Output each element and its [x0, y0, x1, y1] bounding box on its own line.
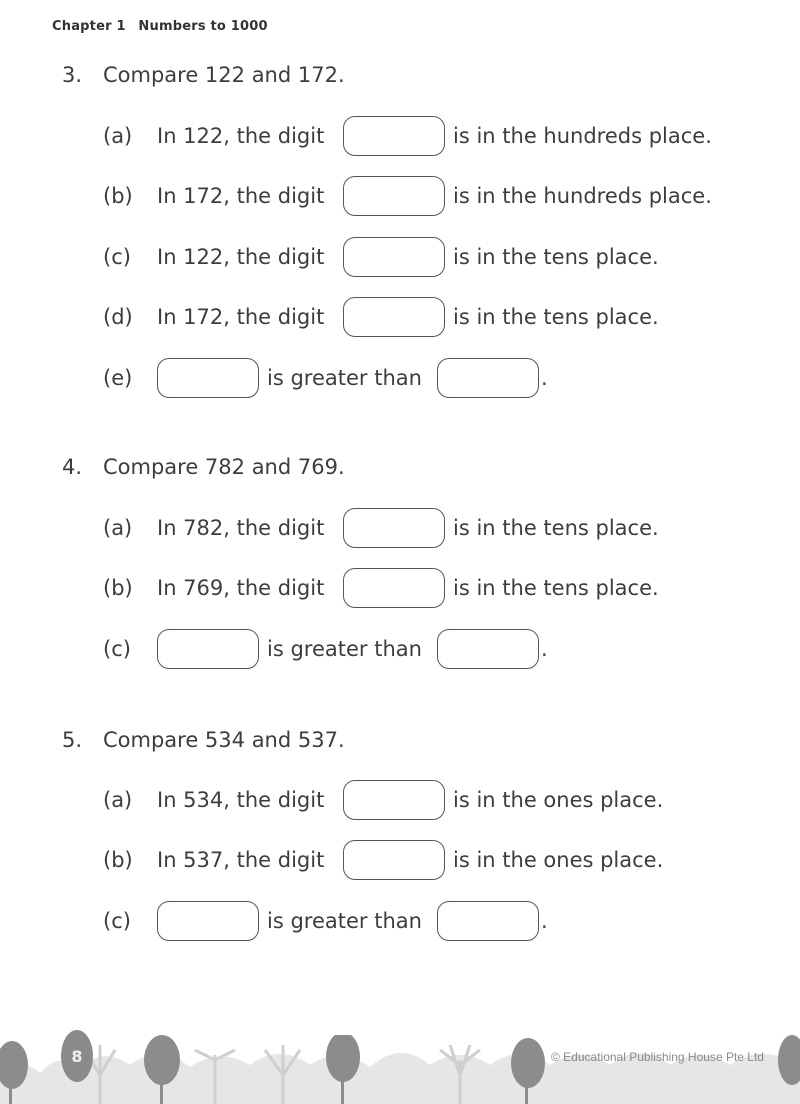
part-text-middle: is greater than	[267, 366, 422, 390]
answer-box-smaller[interactable]	[437, 901, 539, 941]
question-number: 5.	[62, 728, 83, 752]
part-text-after: is in the hundreds place.	[453, 184, 712, 208]
part-label: (b)	[103, 848, 133, 872]
question-part	[0, 567, 800, 609]
answer-box[interactable]	[343, 116, 445, 156]
part-label: (e)	[103, 366, 133, 390]
part-text-before: In 769, the digit	[157, 576, 325, 600]
part-text-before: In 172, the digit	[157, 305, 325, 329]
chapter-header	[52, 19, 276, 34]
answer-box[interactable]	[343, 508, 445, 548]
answer-box-greater[interactable]	[157, 629, 259, 669]
part-label: (c)	[103, 245, 131, 269]
question-number: 3.	[62, 63, 83, 87]
question-part	[0, 175, 800, 217]
copyright: © Educational Publishing House Pte Ltd	[551, 1050, 764, 1064]
chapter-number: Chapter 1	[52, 19, 126, 34]
part-label: (b)	[103, 576, 133, 600]
part-label: (c)	[103, 637, 131, 661]
answer-box-smaller[interactable]	[437, 629, 539, 669]
answer-box-greater[interactable]	[157, 901, 259, 941]
question-part	[0, 900, 800, 942]
part-text-end: .	[541, 366, 548, 390]
question-text: Compare 122 and 172.	[103, 63, 345, 87]
part-label: (c)	[103, 909, 131, 933]
answer-box[interactable]	[343, 840, 445, 880]
answer-box[interactable]	[343, 780, 445, 820]
part-label: (b)	[103, 184, 133, 208]
part-text-after: is in the hundreds place.	[453, 124, 712, 148]
part-text-before: In 122, the digit	[157, 245, 325, 269]
part-text-before: In 782, the digit	[157, 516, 325, 540]
answer-box[interactable]	[343, 237, 445, 277]
part-text-end: .	[541, 909, 548, 933]
part-text-before: In 122, the digit	[157, 124, 325, 148]
chapter-title: Numbers to 1000	[138, 19, 268, 34]
part-label: (a)	[103, 516, 133, 540]
question-part	[0, 507, 800, 549]
footer-trees-decoration	[0, 1035, 800, 1104]
question-text: Compare 534 and 537.	[103, 728, 345, 752]
answer-box[interactable]	[343, 297, 445, 337]
answer-box-greater[interactable]	[157, 358, 259, 398]
part-text-after: is in the ones place.	[453, 788, 664, 812]
part-text-before: In 537, the digit	[157, 848, 325, 872]
part-label: (d)	[103, 305, 133, 329]
part-text-after: is in the tens place.	[453, 576, 659, 600]
part-text-middle: is greater than	[267, 637, 422, 661]
part-text-after: is in the ones place.	[453, 848, 664, 872]
question-part	[0, 779, 800, 821]
part-text-middle: is greater than	[267, 909, 422, 933]
part-text-end: .	[541, 637, 548, 661]
question-number: 4.	[62, 455, 83, 479]
part-label: (a)	[103, 124, 133, 148]
answer-box[interactable]	[343, 176, 445, 216]
part-text-before: In 534, the digit	[157, 788, 325, 812]
part-text-after: is in the tens place.	[453, 245, 659, 269]
question-part	[0, 236, 800, 278]
question-part	[0, 839, 800, 881]
part-label: (a)	[103, 788, 133, 812]
page-number: 8	[61, 1030, 93, 1082]
part-text-after: is in the tens place.	[453, 516, 659, 540]
question-text: Compare 782 and 769.	[103, 455, 345, 479]
part-text-before: In 172, the digit	[157, 184, 325, 208]
question-part	[0, 628, 800, 670]
question-part	[0, 115, 800, 157]
answer-box[interactable]	[343, 568, 445, 608]
part-text-after: is in the tens place.	[453, 305, 659, 329]
answer-box-smaller[interactable]	[437, 358, 539, 398]
question-part	[0, 357, 800, 399]
question-part	[0, 296, 800, 338]
